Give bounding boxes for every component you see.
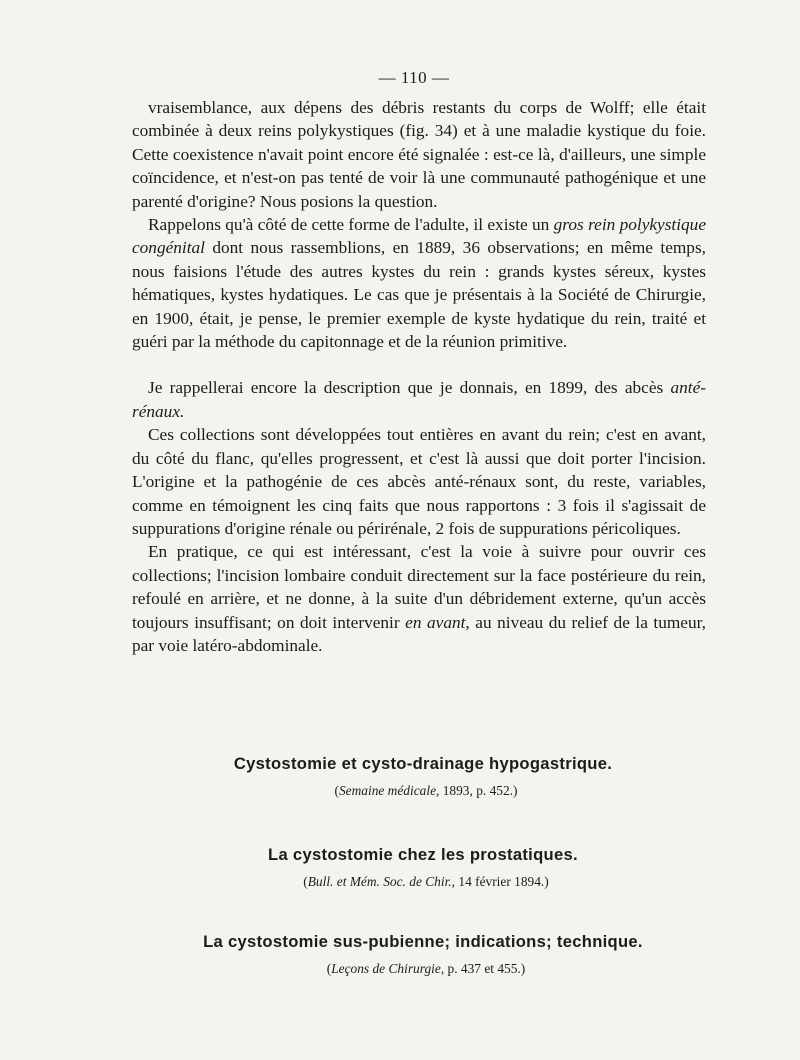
- reference-paren: (: [334, 783, 339, 798]
- reference-source: Bull. et Mém. Soc. de Chir.: [307, 874, 452, 889]
- section-heading: La cystostomie chez les prostatiques.: [268, 845, 578, 864]
- paragraph-text: , au niveau du relief de la tumeur, par voie latéro-abdominale.: [132, 612, 706, 655]
- paragraph: [132, 213, 706, 353]
- reference-source: Semaine médicale: [338, 783, 437, 798]
- reference-detail: , p. 437 et 455.): [440, 961, 526, 976]
- publication-entry: [132, 930, 706, 979]
- paragraph: [132, 423, 706, 540]
- paragraph-italic-text: gros rein polykystique congénital: [132, 215, 706, 258]
- page-number: — 110 —: [378, 68, 450, 87]
- reference-paren: (: [303, 874, 308, 889]
- section-reference: [132, 781, 706, 801]
- section-heading: La cystostomie sus-pubienne; indications; technique.: [203, 932, 643, 951]
- reference-source: Leçons de Chirurgie: [331, 961, 441, 976]
- publication-entry: [132, 843, 706, 892]
- paragraph-text: En pratique, ce qui est intéressant, c'est la voie à suivre pour ouvrir ces collections; l'incision lombaire conduit directement sur la face postérieure du rein, refoulé en arrière, et ne donne, à la suite d'un débridement externe, qu'un accès toujours insuffisant; on doit intervenir: [132, 542, 706, 632]
- section-reference: [132, 872, 706, 892]
- reference-detail: , 1893, p. 452.): [436, 783, 518, 798]
- paragraph-text: Ces collections sont développées tout entières en avant du rein; c'est en avant, du côté du flanc, qu'elles progressent, et c'est là aussi que doit porter l'incision. L'origine et la pathogénie de ces abcès anté-rénaux sont, du reste, variables, comme en témoignent les cinq faits que nous rapportons : 3 fois il s'agissait de suppurations d'origine rénale ou périrénale, 2 fois de suppurations péricoliques.: [132, 425, 706, 538]
- paragraph-text: dont nous rassemblions, en 1889, 36 observations; en même temps, nous faisions l'étude des autres kystes du rein : grands kystes séreux, kystes hématiques, kystes hydatiques. Le cas que je présentais à la Société de Chirurgie, en 1900, était, je pense, le premier exemple de kyste hydatique du rein, traité et guéri par la méthode du capitonnage et de la réunion primitive.: [132, 238, 706, 352]
- paragraph-italic-text: anté-rénaux.: [132, 378, 706, 421]
- paragraph: [132, 540, 706, 657]
- reference-detail: , 14 février 1894.): [451, 874, 549, 889]
- paragraph-text: Rappelons qu'à côté de cette forme de l'adulte, il existe un: [148, 215, 554, 235]
- publication-entry: [132, 752, 706, 801]
- body-text: [132, 96, 706, 657]
- paragraph-text: vraisemblance, aux dépens des débris restants du corps de Wolff; elle était combinée à deux reins polykystiques (fig. 34) et à une maladie kystique du foie. Cette coexistence n'avait point encore été signalée : est-ce là, d'ailleurs, une simple coïncidence, et n'est-on pas tenté de voir là une communauté pathogénique et une parenté d'origine? Nous posions la question.: [132, 98, 706, 211]
- section-reference: [132, 959, 706, 979]
- paragraph-text: Je rappellerai encore la description que je donnais, en 1899, des abcès: [148, 378, 671, 398]
- publication-list: [132, 752, 706, 979]
- paragraph: [132, 376, 706, 423]
- paragraph-italic-text: en avant: [405, 612, 466, 632]
- paragraph: [132, 96, 706, 213]
- reference-paren: (: [326, 961, 332, 976]
- section-heading: Cystostomie et cysto-drainage hypogastrique.: [233, 754, 613, 773]
